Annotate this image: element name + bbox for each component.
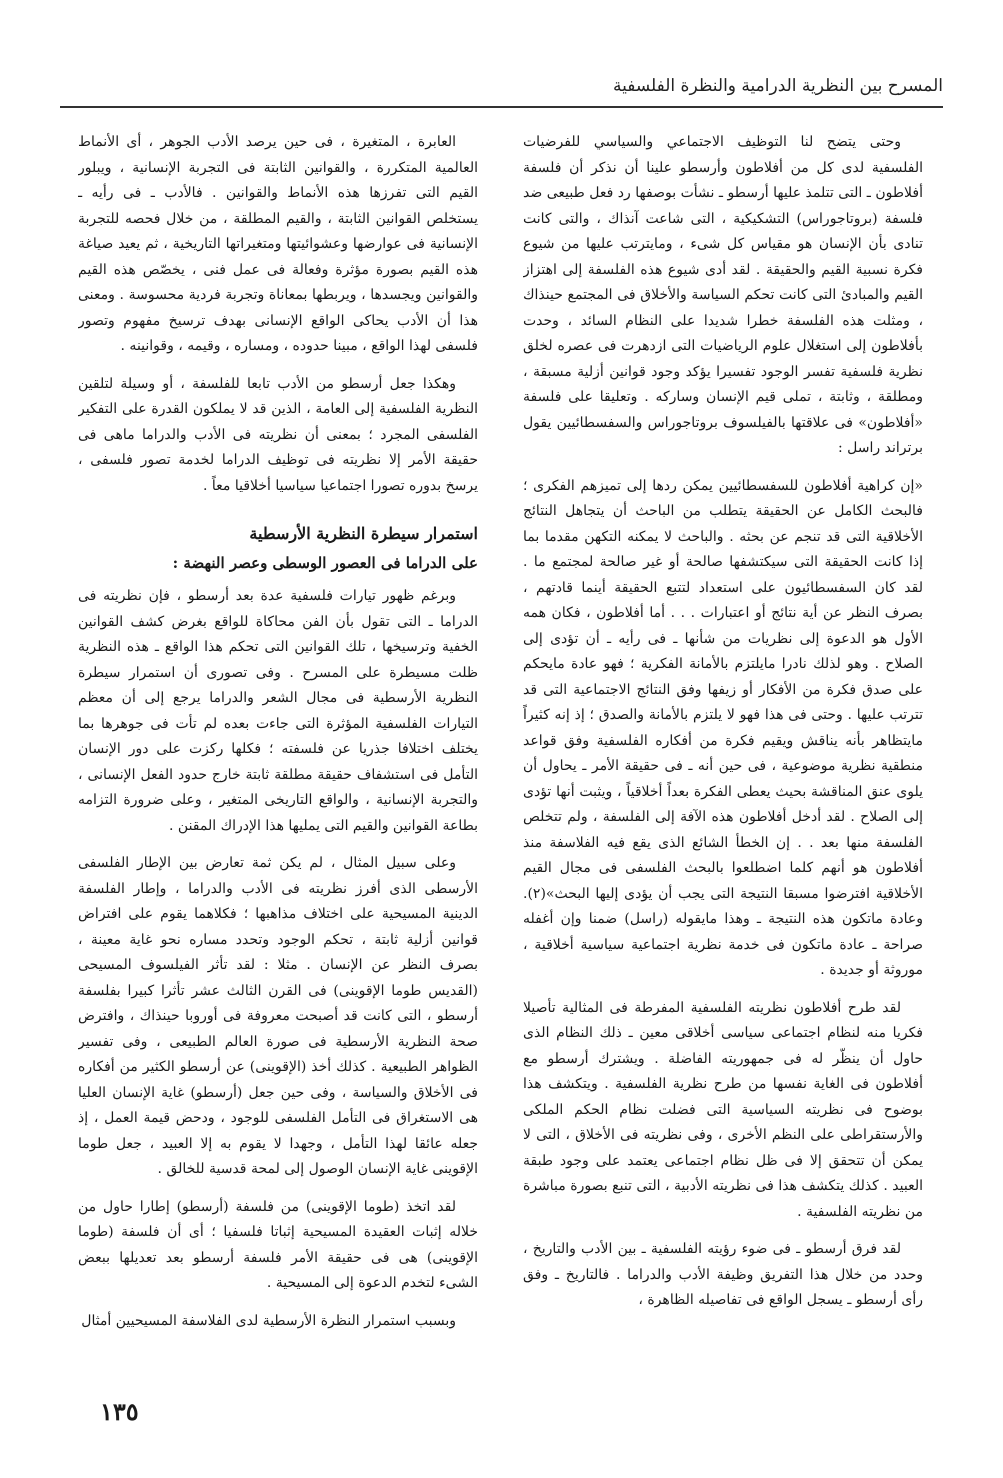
left-column (78, 130, 478, 1363)
right-column (523, 130, 923, 1363)
section-subheading: على الدراما فى العصور الوسطى وعصر النهضة : (172, 553, 478, 572)
quotation: «إن كراهية أفلاطون للسفسطائيين يمكن ردها إلى تميزهم الفكرى ؛ فالبحث الكامل عن الحقيقة يتطلب من الباحث أن يتجاهل النتائج الأخلاقية التى قد تنجم عن بحثه . والباحث لا يمكنه التكهن مقدما بما إذا كانت الحقيقة التى سيكتشفها صالحة أو غير صالحة لمجتمع ما . لقد كان السفسطائيون على استعداد لتتبع الحقيقة أينما قادتهم ، بصرف النظر عن أية نتائج أو اعتبارات . . . أما أفلاطون ، فكان همه الأول هو الدعوة إلى نظريات من شأنها ـ فى رأيه ـ أن تؤدى إلى الصلاح . وهو لذلك نادرا مايلتزم بالأمانة الفكرية ؛ فهو عادة مايحكم على صدق فكرة من الأفكار أو زيفها وفق النتائج الاجتماعية التى قد تترتب عليها . وحتى فى هذا فهو لا يلتزم بالأمانة والصدق ؛ إذ إنه كثيراً مايتظاهر بأنه يناقش ويقيم فكرة من أفكاره الفلسفية وفق قواعد منطقية نظرية موضوعية ، فى حين أنه ـ فى حقيقة الأمر ـ يحاول أن يلوى عنق المناقشة بحيث يعطى الفكرة بعداً أخلاقياً ، ويثبت أنها تؤدى إلى الصلاح . لقد أدخل أفلاطون هذه الآفة إلى الفلسفة ، ولم تتخلص الفلسفة منها بعد . . إن الخطأ الشائع الذى يقع فيه الفلاسفة منذ أفلاطون هو أنهم كلما اضطلعوا بالبحث الفلسفى فى مجال القيم الأخلاقية افترضوا مسبقا النتيجة التى يجب أن يؤدى إليها البحث»(٢). وعادة ماتكون هذه النتيجة ـ وهذا مايقوله (راسل) ضمنا وإن أغفله صراحة ـ عادة ماتكون فى خدمة نظرية اجتماعية سياسية أخلاقية ، موروثة أو جديدة . (523, 477, 923, 978)
paragraph: وهكذا جعل أرسطو من الأدب تابعا للفلسفة ، أو وسيلة لتلقين النظرية الفلسفية إلى العامة ، الذين قد لا يملكون القدرة على التفكير الفلسفى المجرد ؛ بمعنى أن نظريته فى الأدب والدراما ماهى فى حقيقة الأمر إلا نظريته فى توظيف الدراما لخدمة تصور فلسفى ، يرسخ بدوره تصورا اجتماعيا سياسيا أخلاقيا معاً . (78, 375, 478, 494)
paragraph: وحتى يتضح لنا التوظيف الاجتماعي والسياسي للفرضيات الفلسفية لدى كل من أفلاطون وأرسطو علينا أن نذكر أن فلسفة أفلاطون ـ التى تتلمذ عليها أرسطو ـ نشأت بوصفها رد فعل طبيعى ضد فلسفة (بروتاجوراس) التشكيكية ، التى شاعت آنذاك ، والتى كانت تنادى بأن الإنسان هو مقياس كل شىء ، ومايترتب عليها من شيوع فكرة نسبية القيم والحقيقة . لقد أدى شيوع هذه الفلسفة إلى اهتزاز القيم والمبادئ التى كانت تحكم السياسة والأخلاق فى المجتمع حينذاك ، ومثلت هذه الفلسفة خطرا شديدا على النظام السائد ، وحدت بأفلاطون إلى استغلال علوم الرياضيات التى ازدهرت فى عصره لخلق نظرية فلسفية تفسر الوجود تفسيرا يؤكد وجود قوانين أزلية مسبقة ، ومطلقة ، وثابتة ، تملى قيم الإنسان وساركه . وتعليقا على فلسفة «أفلاطون» فى علاقتها بالفيلسوف بروتاجوراس والسفسطائيين يقول برتراند راسل : (523, 134, 923, 456)
paragraph: العابرة ، المتغيرة ، فى حين يرصد الأدب الجوهر ، أى الأنماط العالمية المتكررة ، والقوانين الثابتة فى التجربة الإنسانية ، ويبلور القيم التى تفرزها هذه الأنماط والقوانين . فالأدب ـ فى رأيه ـ يستخلص القوانين الثابتة ، والقيم المطلقة ، من خلال فحصه للتجربة الإنسانية فى عوارضها وعشوائيتها ومتغيراتها التاريخية ، ثم يعيد صياغة هذه القيم بصورة مؤثرة وفعالة فى عمل فنى ، يخصّص هذه القيم والقوانين ويجسدها ، ويربطها بمعاناة وتجربة فردية محسوسة . ومعنى هذا أن الأدب يحاكى الواقع الإنسانى بهدف ترسيخ مفهوم وتصور فلسفى لهذا الواقع ، مبينا حدوده ، ومساره ، وقيمه ، وقوانينه . (78, 134, 478, 354)
section-heading: استمرار سيطرة النظرية الأرسطية (249, 524, 478, 543)
header-rule (60, 106, 943, 108)
running-head: المسرح بين النظرية الدرامية والنظرة الفلسفية (613, 76, 943, 96)
paragraph: وبرغم ظهور تيارات فلسفية عدة بعد أرسطو ، فإن نظريته فى الدراما ـ التى تقول بأن الفن محاكاة للواقع بغرض كشف القوانين الخفية وترسيخها ، تلك القوانين التى تحكم هذا الواقع ـ هذه النظرية ظلت مسيطرة على المسرح . وفى تصورى أن استمرار سيطرة النظرية الأرسطية فى مجال الشعر والدراما يرجع إلى أن معظم التيارات الفلسفية المؤثرة التى جاءت بعده لم تأت فى جوهرها بما يختلف اختلافا جذريا عن فلسفته ؛ فكلها ركزت على دور الإنسان التأمل فى استشفاف حقيقة مطلقة ثابتة خارج حدود الفعل الإنسانى ، والتجربة الإنسانية ، والواقع التاريخى المتغير ، وعلى ضرورة التزامه بطاعة القوانين والقيم التى يمليها هذا الإدراك المقنن . (78, 588, 478, 834)
page-number: ١٣٥ (100, 1397, 139, 1426)
paragraph: لقد اتخذ (طوما الإقوينى) من فلسفة (أرسطو) إطارا حاول من خلاله إثبات العقيدة المسيحية إثباتا فلسفيا ؛ أى أن فلسفة (طوما الإقوينى) هى فى حقيقة الأمر فلسفة أرسطو بعد تعديلها ببعض الشىء لتخدم الدعوة إلى المسيحية . (78, 1198, 478, 1291)
paragraph: وعلى سبيل المثال ، لم يكن ثمة تعارض بين الإطار الفلسفى الأرسطى الذى أفرز نظريته فى الأدب والدراما ، وإطار الفلسفة الدينية المسيحية على اختلاف مذاهبها ؛ فكلاهما يقوم على افتراض قوانين أزلية ثابتة ، تحكم الوجود وتحدد مساره نحو غاية معينة ، بصرف النظر عن الإنسان . مثلا : لقد تأثر الفيلسوف المسيحى (القديس طوما الإقوينى) فى القرن الثالث عشر تأثرا كبيرا بفلسفة أرسطو ، التى كانت قد أصبحت معروفة فى أوروبا حينذاك ، وافترض صحة النظرية الأرسطية فى صورة العالم الطبيعى ، وفى تفسير الظواهر الطبيعية . كذلك أخذ (الإقوينى) عن أرسطو الكثير من أفكاره فى الأخلاق والسياسة ، وفى حين جعل (أرسطو) غاية الإنسان العليا هى الاستغراق فى التأمل الفلسفى للوجود ، ودحض قيمة العمل ، إذ جعله عائقا لهذا التأمل ، وجهدا لا يقوم به إلا العبيد ، جعل طوما الإقوينى غاية الإنسان الوصول إلى لمحة قدسية للخالق . (78, 855, 478, 1177)
paragraph: لقد فرق أرسطو ـ فى ضوء رؤيته الفلسفية ـ بين الأدب والتاريخ ، وحدد من خلال هذا التفريق وظيفة الأدب والدراما . فالتاريخ ـ وفق رأى أرسطو ـ يسجل الواقع فى تفاصيله الظاهرة ، (523, 1241, 923, 1308)
paragraph: وبسبب استمرار النظرة الأرسطية لدى الفلاسفة المسيحيين أمثال (81, 1312, 456, 1329)
paragraph: لقد طرح أفلاطون نظريته الفلسفية المفرطة فى المثالية تأصيلا فكريا منه لنظام اجتماعى سياسى أخلاقى معين ـ ذلك النظام الذى حاول أن ينظّر له فى جمهوريته الفاضلة . ويشترك أرسطو مع أفلاطون فى الغاية نفسها من طرح نظرية الفلسفية . ويتكشف هذا بوضوح فى نظريته السياسية التى فضلت نظام الحكم الملكى والأرستقراطى على النظم الأخرى ، وفى نظريته فى الأخلاق ، التى لا يمكن أن تتحقق إلا فى ظل نظام اجتماعى يعتمد على وجود طبقة العبيد . كذلك يتكشف هذا فى نظريته الأدبية ، التى تنبع بصورة مباشرة من نظريته الفلسفية . (523, 999, 923, 1220)
